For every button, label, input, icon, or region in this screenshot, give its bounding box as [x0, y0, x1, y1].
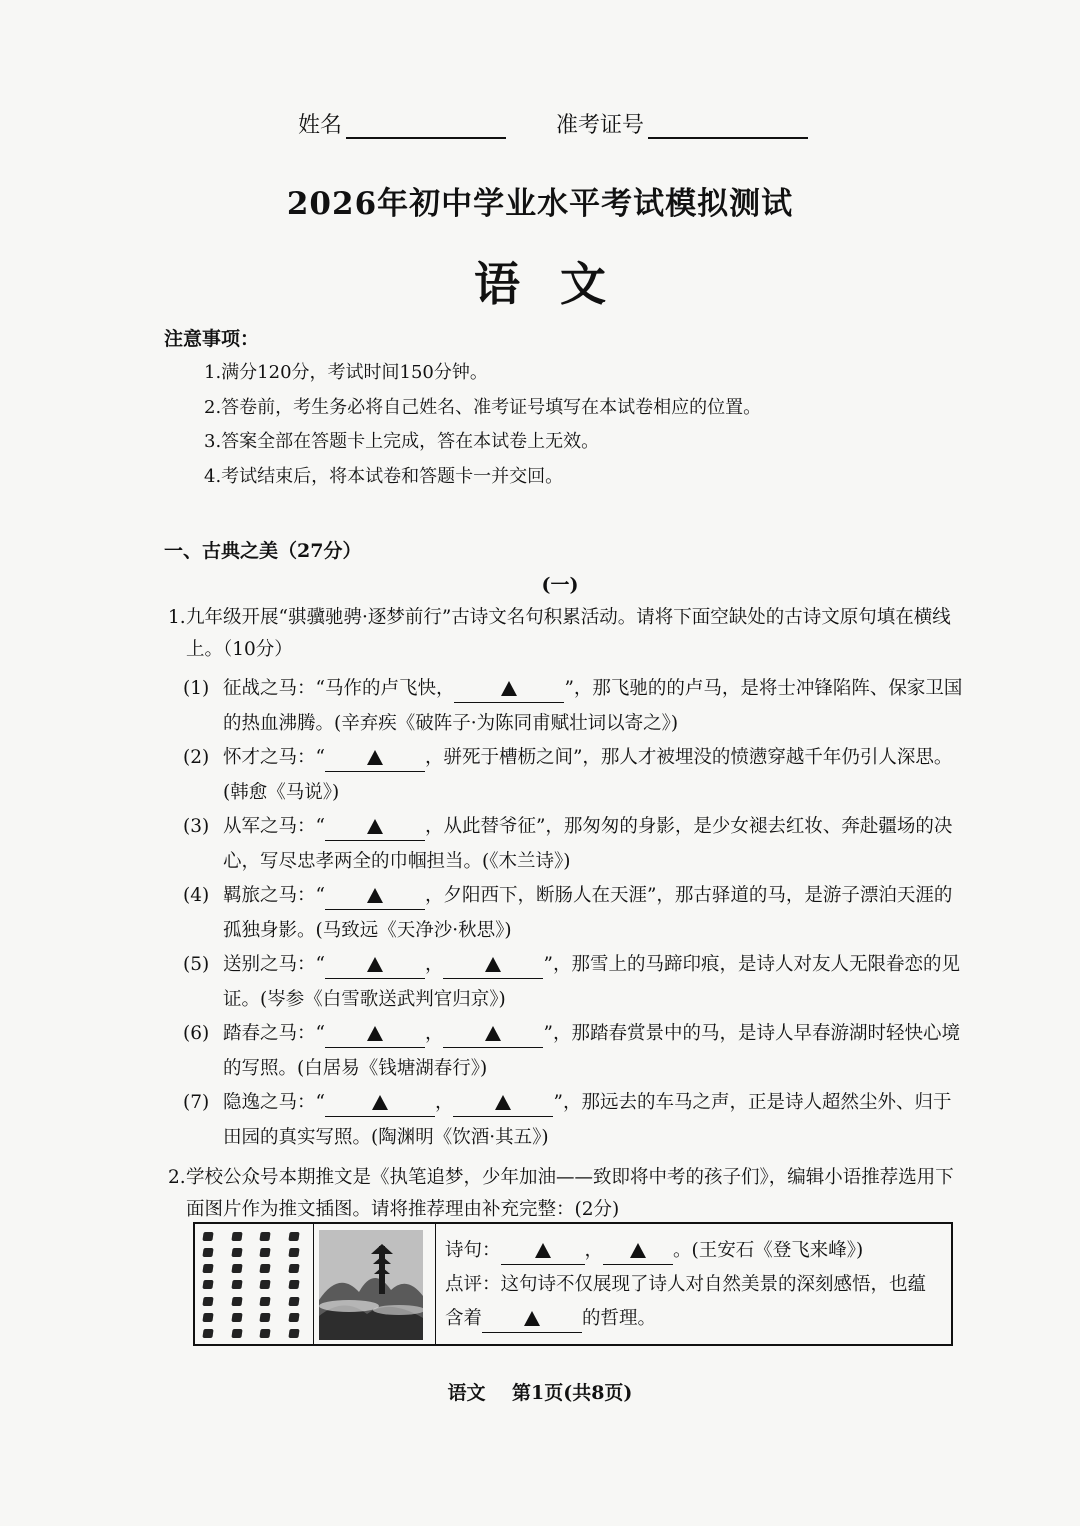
item-prefix: 征战之马：“马作的卢飞快， [223, 678, 455, 699]
item-number: (7) [183, 1092, 210, 1113]
list-item [183, 672, 963, 741]
triangle-icon [367, 957, 383, 972]
answer-blank[interactable] [325, 1021, 425, 1048]
triangle-icon [524, 1311, 540, 1326]
answer-blank[interactable] [325, 883, 425, 910]
notice-item: 4.考试结束后，将本试卷和答题卡一并交回。 [204, 465, 564, 487]
triangle-icon [367, 888, 383, 903]
item-prefix: 踏春之马：“ [223, 1023, 325, 1044]
triangle-icon [535, 1243, 551, 1258]
answer-blank[interactable] [325, 952, 425, 979]
name-field [298, 108, 506, 139]
question-number: 2. [168, 1167, 186, 1188]
notice-item: 1.满分120分，考试时间150分钟。 [204, 362, 488, 383]
comment-prefix: 点评：这句诗不仅展现了诗人对自然美景的深刻感悟，也蕴含着 [445, 1274, 927, 1329]
item-number: (4) [183, 885, 210, 906]
triangle-icon [485, 957, 501, 972]
list-item [183, 879, 963, 948]
item-suffix: ”，那远去的车马之声，正是诗人超然尘外、归于田园的真实写照。(陶渊明《饮酒·其五》) [223, 1092, 952, 1148]
question-text: 九年级开展“骐骥驰骋·逐梦前行”古诗文名句积累活动。请将下面空缺处的古诗文原句填在横线上。（10分） [186, 607, 951, 660]
question-text: 学校公众号本期推文是《执笔追梦，少年加油——致即将中考的孩子们》，编辑小语推荐选用下面图片作为推文插图。请将推荐理由补充完整：(2分) [186, 1167, 954, 1220]
item-number: (1) [183, 678, 210, 699]
item-suffix: ，骈死于槽枥之间”，那人才被埋没的愤懑穿越千年仍引人深思。(韩愈《马说》) [223, 747, 953, 803]
item-suffix: ，夕阳西下，断肠人在天涯”，那古驿道的马，是游子漂泊天涯的孤独身影。(马致远《天净沙·秋思》) [223, 885, 953, 941]
painting-cell [313, 1224, 436, 1344]
question-2-table [193, 1222, 953, 1346]
item-separator: ， [424, 1023, 444, 1044]
triangle-icon [630, 1243, 646, 1258]
item-number: (3) [183, 816, 210, 837]
item-prefix: 怀才之马：“ [223, 747, 325, 768]
exam-id-field [556, 108, 808, 139]
item-separator: ， [434, 1092, 454, 1113]
answer-blank[interactable] [443, 1021, 543, 1048]
item-prefix: 从军之马：“ [223, 816, 325, 837]
item-suffix: ”，那踏春赏景中的马，是诗人早春游湖时轻快心境的写照。(白居易《钱塘湖春行》) [223, 1023, 960, 1079]
question-number: 1. [168, 607, 186, 628]
comment-suffix: 的哲理。 [582, 1308, 657, 1329]
calligraphy-image [203, 1232, 303, 1338]
calligraphy-cell [195, 1224, 314, 1344]
item-suffix: ”，那雪上的马蹄印痕，是诗人对友人无限眷恋的见证。(岑参《白雪歌送武判官归京》) [223, 954, 960, 1010]
page-footer: 语文 第1页(共8页) [447, 1382, 633, 1404]
list-item [183, 810, 963, 879]
item-prefix: 送别之马：“ [223, 954, 325, 975]
triangle-icon [495, 1095, 511, 1110]
triangle-icon [367, 819, 383, 834]
exam-id-blank[interactable] [648, 111, 808, 139]
item-prefix: 羁旅之马：“ [223, 885, 325, 906]
poem-comment [445, 1234, 935, 1336]
list-item [183, 1017, 963, 1086]
item-suffix: ”，那飞驰的的卢马，是将士冲锋陷阵、保家卫国的热血沸腾。(辛弃疾《破阵子·为陈同甫赋壮词以寄之》) [223, 678, 963, 734]
poem-line [445, 1234, 935, 1268]
comment-line [445, 1268, 935, 1336]
header-fields [0, 108, 1080, 148]
item-number: (6) [183, 1023, 210, 1044]
item-suffix: ，从此替爷征”，那匆匆的身影，是少女褪去红妆、奔赴疆场的决心，写尽忠孝两全的巾帼担当。(《木兰诗》) [223, 816, 953, 872]
exam-title: 2026年初中学业水平考试模拟测试 [286, 186, 794, 222]
answer-blank[interactable] [325, 1090, 435, 1117]
answer-blank[interactable] [482, 1306, 582, 1333]
name-blank[interactable] [346, 111, 506, 139]
name-label: 姓名 [298, 113, 343, 138]
list-item [183, 741, 963, 810]
answer-blank[interactable] [325, 745, 425, 772]
answer-blank[interactable] [443, 952, 543, 979]
answer-blank[interactable] [603, 1238, 673, 1265]
subject-title: 语文 [474, 257, 646, 311]
answer-blank[interactable] [325, 814, 425, 841]
section-title: 一、古典之美（27分） [164, 540, 362, 562]
answer-blank[interactable] [501, 1238, 585, 1265]
exam-id-label: 准考证号 [556, 113, 645, 138]
landscape-painting-image [319, 1230, 423, 1340]
triangle-icon [367, 1026, 383, 1041]
question-1-items [183, 672, 963, 1155]
question-1 [168, 602, 958, 666]
part-marker: (一) [541, 574, 579, 596]
answer-blank[interactable] [454, 676, 564, 703]
triangle-icon [372, 1095, 388, 1110]
poem-label: 诗句： [445, 1240, 501, 1261]
item-prefix: 隐逸之马：“ [223, 1092, 325, 1113]
notice-item: 3.答案全部在答题卡上完成，答在本试卷上无效。 [204, 431, 600, 452]
notice-item: 2.答卷前，考生务必将自己姓名、准考证号填写在本试卷相应的位置。 [204, 396, 762, 418]
triangle-icon [367, 750, 383, 765]
triangle-icon [485, 1026, 501, 1041]
notice-title: 注意事项： [164, 328, 260, 350]
item-separator: ， [424, 954, 444, 975]
list-item [183, 1086, 963, 1155]
item-number: (5) [183, 954, 210, 975]
poem-source: 。(王安石《登飞来峰》) [673, 1240, 864, 1261]
item-number: (2) [183, 747, 210, 768]
question-2 [168, 1162, 958, 1226]
list-item [183, 948, 963, 1017]
answer-blank[interactable] [453, 1090, 553, 1117]
triangle-icon [501, 681, 517, 696]
poem-separator: ， [584, 1240, 604, 1261]
notice-list [204, 356, 761, 494]
